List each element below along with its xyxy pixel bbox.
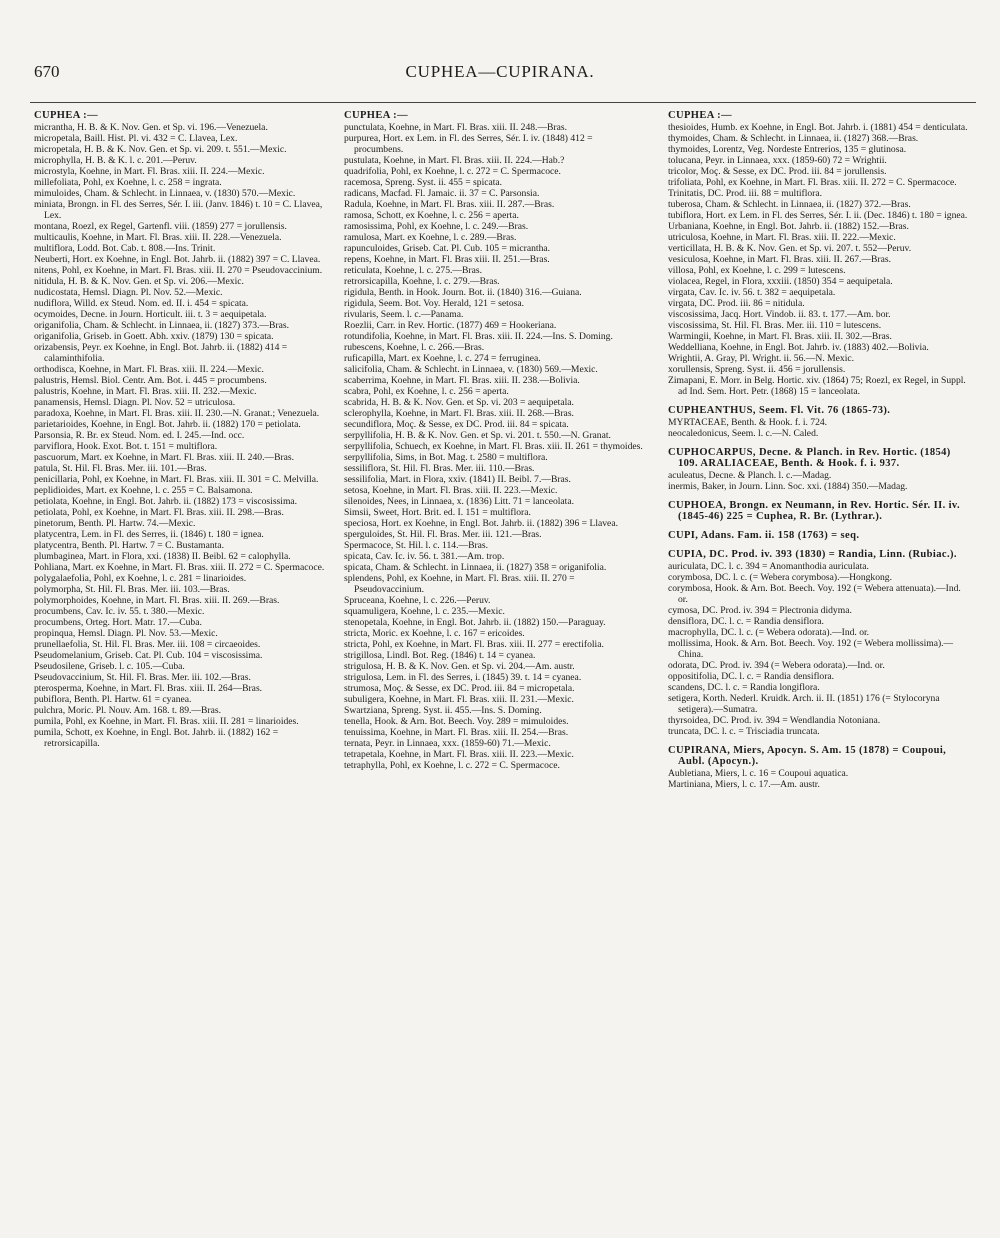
column-middle: [344, 110, 644, 1230]
species-entry: Urbaniana, Koehne, in Engl. Bot. Jahrb. ii. (1882) 152.—Bras.: [668, 221, 909, 232]
species-entry: thyrsoidea, DC. Prod. iv. 394 = Wendlandia Notoniana.: [668, 715, 881, 726]
species-entry: microstyla, Koehne, in Mart. Fl. Bras. xiii. II. 224.—Mexic.: [34, 166, 265, 177]
species-entry: pulchra, Moric. Pl. Nouv. Am. 168. t. 89.—Bras.: [34, 705, 221, 716]
species-entry: pinetorum, Benth. Pl. Hartw. 74.—Mexic.: [34, 518, 196, 529]
species-entry: pascuorum, Mart. ex Koehne, in Mart. Fl. Bras. xiii. II. 240.—Bras.: [34, 452, 295, 463]
species-entry: repens, Koehne, in Mart. Fl. Bras xiii. II. 251.—Bras.: [344, 254, 550, 265]
species-entry: oppositifolia, DC. l. c. = Randia densiflora.: [668, 671, 835, 682]
species-entry: penicillaria, Pohl, ex Koehne, in Mart. Fl. Bras. xiii. II. 301 = C. Melvilla.: [34, 474, 319, 485]
species-entry: ramosissima, Pohl, ex Koehne, l. c. 249.—Bras.: [344, 221, 529, 232]
genus-entry-heading: CUPIA, DC. Prod. iv. 393 (1830) = Randia, Linn. (Rubiac.).: [668, 549, 957, 560]
species-entry: multicaulis, Koehne, in Mart. Fl. Bras. xiii. II. 228.—Venezuela.: [34, 232, 282, 243]
species-entry: setosa, Koehne, in Mart. Fl. Bras. xiii. II. 223.—Mexic.: [344, 485, 558, 496]
species-entry: punctulata, Koehne, in Mart. Fl. Bras. xiii. II. 248.—Bras.: [344, 122, 568, 133]
species-entry: setigera, Korth. Nederl. Kruidk. Arch. ii. II. (1851) 176 (= Stylocoryna setigera).—Sumatra.: [668, 693, 940, 715]
species-entry: polymorpha, St. Hil. Fl. Bras. Mer. iii. 103.—Bras.: [34, 584, 230, 595]
species-entry: splendens, Pohl, ex Koehne, in Mart. Fl. Bras. xiii. II. 270 = Pseudovaccinium.: [344, 573, 575, 595]
species-entry: retrorsicapilla, Koehne, l. c. 279.—Bras.: [344, 276, 500, 287]
species-entry: tuberosa, Cham. & Schlecht. in Linnaea, ii. (1827) 372.—Bras.: [668, 199, 911, 210]
species-entry: Parsonsia, R. Br. ex Steud. Nom. ed. I. 245.—Ind. occ.: [34, 430, 245, 441]
species-entry: rivularis, Seem. l. c.—Panama.: [344, 309, 464, 320]
genus-entry-heading: CUPHEANTHUS, Seem. Fl. Vit. 76 (1865-73).: [668, 405, 891, 416]
page-number: 670: [34, 62, 60, 81]
species-entry: Pseudomelanium, Griseb. Cat. Pl. Cub. 104 = viscosissima.: [34, 650, 263, 661]
species-entry: verticillata, H. B. & K. Nov. Gen. et Sp. vi. 207. t. 552—Peruv.: [668, 243, 912, 254]
species-entry: paradoxa, Koehne, in Mart. Fl. Bras. xiii. II. 230.—N. Granat.; Venezuela.: [34, 408, 320, 419]
species-entry: microphylla, H. B. & K. l. c. 201.—Peruv.: [34, 155, 197, 166]
species-entry: villosa, Pohl, ex Koehne, l. c. 299 = lutescens.: [668, 265, 846, 276]
species-entry: scandens, DC. l. c. = Randia longiflora.: [668, 682, 820, 693]
species-entry: strumosa, Moç. & Sesse, ex DC. Prod. iii. 84 = micropetala.: [344, 683, 575, 694]
species-entry: Roezlii, Carr. in Rev. Hortic. (1877) 469 = Hookeriana.: [344, 320, 557, 331]
species-entry: scabra, Pohl, ex Koehne, l. c. 256 = aperta.: [344, 386, 509, 397]
species-entry: micropetala, H. B. & K. Nov. Gen. et Sp. vi. 209. t. 551.—Mexic.: [34, 144, 287, 155]
species-entry: procumbens, Orteg. Hort. Matr. 17.—Cuba.: [34, 617, 202, 628]
species-entry: purpurea, Hort. ex Lem. in Fl. des Serres, Sér. I. iv. (1848) 412 = procumbens.: [344, 133, 593, 155]
species-entry: petiolata, Pohl, ex Koehne, in Mart. Fl. Bras. xiii. II. 298.—Bras.: [34, 507, 284, 518]
genus-heading: CUPHEA :—: [344, 110, 408, 121]
species-entry: rubescens, Koehne, l. c. 266.—Bras.: [344, 342, 485, 353]
column-left: [34, 110, 334, 1230]
species-entry: Neuberti, Hort. ex Koehne, in Engl. Bot. Jahrb. ii. (1882) 397 = C. Llavea.: [34, 254, 321, 265]
species-entry: nitidula, H. B. & K. Nov. Gen. et Sp. vi. 206.—Mexic.: [34, 276, 244, 287]
species-entry: pustulata, Koehne, in Mart. Fl. Bras. xiii. II. 224.—Hab.?: [344, 155, 565, 166]
species-entry: ruficapilla, Mart. ex Koehne, l. c. 274 = ferruginea.: [344, 353, 541, 364]
species-entry: nudicostata, Hemsl. Diagn. Pl. Nov. 52.—Mexic.: [34, 287, 223, 298]
species-entry: viscosissima, St. Hil. Fl. Bras. Mer. iii. 110 = lutescens.: [668, 320, 882, 331]
species-entry: densiflora, DC. l. c. = Randia densiflora.: [668, 616, 824, 627]
species-entry: Weddelliana, Koehne, in Engl. Bot. Jahrb. iv. (1883) 402.—Bolivia.: [668, 342, 929, 353]
species-entry: stenopetala, Koehne, in Engl. Bot. Jahrb. ii. (1882) 150.—Paraguay.: [344, 617, 606, 628]
species-entry: virgata, DC. Prod. iii. 86 = nitidula.: [668, 298, 805, 309]
species-entry: silenoides, Nees, in Linnaea, x. (1836) Litt. 71 = lanceolata.: [344, 496, 574, 507]
genus-entry-heading: CUPHOCARPUS, Decne. & Planch. in Rev. Hortic. (1854) 109. ARALIACEAE, Benth. & Hook. f. i. 937.: [668, 447, 951, 469]
species-entry: sclerophylla, Koehne, in Mart. Fl. Bras. xiii. II. 268.—Bras.: [344, 408, 574, 419]
species-entry: odorata, DC. Prod. iv. 394 (= Webera odorata).—Ind. or.: [668, 660, 885, 671]
species-entry: micrantha, H. B. & K. Nov. Gen. et Sp. vi. 196.—Venezuela.: [34, 122, 268, 133]
column-right: [668, 110, 968, 1230]
species-entry: parviflora, Hook. Exot. Bot. t. 151 = multiflora.: [34, 441, 218, 452]
species-entry: xorullensis, Spreng. Syst. ii. 456 = jorullensis.: [668, 364, 846, 375]
species-entry: sperguloides, St. Hil. Fl. Bras. Mer. iii. 121.—Bras.: [344, 529, 542, 540]
species-entry: spicata, Cham. & Schlecht. in Linnaea, ii. (1827) 358 = origanifolia.: [344, 562, 607, 573]
species-entry: quadrifolia, Pohl, ex Koehne, l. c. 272 = C. Spermacoce.: [344, 166, 561, 177]
species-entry: Simsii, Sweet, Hort. Brit. ed. I. 151 = multiflora.: [344, 507, 531, 518]
species-entry: corymbosa, Hook. & Arn. Bot. Beech. Voy. 192 (= Webera attenuata).—Ind. or.: [668, 583, 961, 605]
species-entry: tenuissima, Koehne, in Mart. Fl. Bras. xiii. II. 254.—Bras.: [344, 727, 569, 738]
species-entry: ternata, Peyr. in Linnaea, xxx. (1859-60) 71.—Mexic.: [344, 738, 551, 749]
species-entry: Zimapani, E. Morr. in Belg. Hortic. xiv. (1864) 75; Roezl, ex Regel, in Suppl. ad Ind. Sem. Hort. Petr. (1868) 15 = lanceolata.: [668, 375, 966, 397]
species-entry: vesiculosa, Koehne, in Mart. Fl. Bras. xiii. II. 267.—Bras.: [668, 254, 892, 265]
species-entry: stricta, Moric. ex Koehne, l. c. 167 = ericoides.: [344, 628, 525, 639]
genus-entry-heading: CUPHOEA, Brongn. ex Neumann, in Rev. Hortic. Sér. II. iv. (1845-46) 225 = Cuphea, R. Br. (Lythrar.).: [668, 500, 961, 522]
species-entry: inermis, Baker, in Journ. Linn. Soc. xxi. (1884) 350.—Madag.: [668, 481, 908, 492]
genus-entry-heading: CUPI, Adans. Fam. ii. 158 (1763) = seq.: [668, 530, 860, 541]
species-entry: palustris, Hemsl. Biol. Centr. Am. Bot. i. 445 = procumbens.: [34, 375, 267, 386]
species-entry: thymoides, Lorentz, Veg. Nordeste Entrerios, 135 = glutinosa.: [668, 144, 907, 155]
species-entry: Wrightii, A. Gray, Pl. Wright. ii. 56.—N. Mexic.: [668, 353, 855, 364]
species-entry: ramulosa, Mart. ex Koehne, l. c. 289.—Bras.: [344, 232, 517, 243]
species-entry: serpyllifolia, H. B. & K. Nov. Gen. et Sp. vi. 201. t. 550.—N. Granat.: [344, 430, 611, 441]
species-entry: millefoliata, Pohl, ex Koehne, l. c. 258 = ingrata.: [34, 177, 222, 188]
header-rule: [30, 102, 976, 103]
species-entry: mimuloides, Cham. & Schlecht. in Linnaea, v. (1830) 570.—Mexic.: [34, 188, 296, 199]
species-entry: pumila, Schott, ex Koehne, in Engl. Bot. Jahrb. ii. (1882) 162 = retrorsicapilla.: [34, 727, 279, 749]
species-entry: strigulosa, H. B. & K. Nov. Gen. et Sp. vi. 204.—Am. austr.: [344, 661, 575, 672]
species-entry: Pohliana, Mart. ex Koehne, in Mart. Fl. Bras. xiii. II. 272 = C. Spermacoce.: [34, 562, 325, 573]
species-entry: reticulata, Koehne, l. c. 275.—Bras.: [344, 265, 482, 276]
species-entry: salicifolia, Cham. & Schlecht. in Linnaea, v. (1830) 569.—Mexic.: [344, 364, 598, 375]
species-entry: auriculata, DC. l. c. 394 = Anomanthodia auriculata.: [668, 561, 869, 572]
species-entry: pterosperma, Koehne, in Mart. Fl. Bras. xiii. II. 264—Bras.: [34, 683, 263, 694]
species-entry: scabrida, H. B. & K. Nov. Gen. et Sp. vi. 203 = aequipetala.: [344, 397, 574, 408]
species-entry: racemosa, Spreng. Syst. ii. 455 = spicata.: [344, 177, 503, 188]
species-entry: polymorphoides, Koehne, in Mart. Fl. Bras. xiii. II. 269.—Bras.: [34, 595, 280, 606]
species-entry: spicata, Cav. Ic. iv. 56. t. 381.—Am. trop.: [344, 551, 505, 562]
species-entry: thymoides, Cham. & Schlecht. in Linnaea, ii. (1827) 368.—Bras.: [668, 133, 919, 144]
species-entry: sessiliflora, St. Hil. Fl. Bras. Mer. iii. 110.—Bras.: [344, 463, 535, 474]
species-entry: Radula, Koehne, in Mart. Fl. Bras. xiii. II. 287.—Bras.: [344, 199, 555, 210]
species-entry: Spruceana, Koehne, l. c. 226.—Peruv.: [344, 595, 491, 606]
species-entry: micropetala, Baill. Hist. Pl. vi. 432 = C. Llavea, Lex.: [34, 133, 238, 144]
species-entry: strigillosa, Lindl. Bot. Reg. (1846) t. 14 = cyanea.: [344, 650, 536, 661]
species-entry: viscosissima, Jacq. Hort. Vindob. ii. 83. t. 177.—Am. bor.: [668, 309, 891, 320]
species-entry: tricolor, Moç. & Sesse, ex DC. Prod. iii. 84 = jorullensis.: [668, 166, 887, 177]
species-entry: pubiflora, Benth. Pl. Hartw. 61 = cyanea.: [34, 694, 192, 705]
species-entry: parietarioides, Koehne, in Engl. Bot. Jahrb. ii. (1882) 170 = petiolata.: [34, 419, 301, 430]
species-entry: origanifolia, Cham. & Schlecht. in Linnaea, ii. (1827) 373.—Bras.: [34, 320, 289, 331]
species-entry: platycentra, Lem. in Fl. des Serres, ii. (1846) t. 180 = ignea.: [34, 529, 264, 540]
species-entry: propinqua, Hemsl. Diagn. Pl. Nov. 53.—Mexic.: [34, 628, 218, 639]
species-entry: utriculosa, Koehne, in Mart. Fl. Bras. xiii. II. 222.—Mexic.: [668, 232, 896, 243]
species-entry: radicans, Macfad. Fl. Jamaic. ii. 37 = C. Parsonsia.: [344, 188, 540, 199]
species-entry: rotundifolia, Koehne, in Mart. Fl. Bras. xiii. II. 224.—Ins. S. Doming.: [344, 331, 613, 342]
species-entry: subuligera, Koehne, in Mart. Fl. Bras. xiii. II. 231.—Mexic.: [344, 694, 574, 705]
species-entry: Aubletiana, Miers, l. c. 16 = Coupoui aquatica.: [668, 768, 849, 779]
species-entry: montana, Roezl, ex Regel, Gartenfl. viii. (1859) 277 = jorullensis.: [34, 221, 287, 232]
species-entry: serpyllifolia, Schuech, ex Koehne, in Mart. Fl. Bras. xiii. II. 261 = thymoides.: [344, 441, 643, 452]
species-entry: nitens, Pohl, ex Koehne, in Mart. Fl. Bras. xiii. II. 270 = Pseudovaccinium.: [34, 265, 323, 276]
species-entry: cymosa, DC. Prod. iv. 394 = Plectronia didyma.: [668, 605, 852, 616]
species-entry: ramosa, Schott, ex Koehne, l. c. 256 = aperta.: [344, 210, 519, 221]
species-entry: patula, St. Hil. Fl. Bras. Mer. iii. 101.—Bras.: [34, 463, 207, 474]
species-entry: stricta, Pohl, ex Koehne, in Mart. Fl. Bras. xiii. II. 277 = erectifolia.: [344, 639, 604, 650]
genus-entry-heading: CUPIRANA, Miers, Apocyn. S. Am. 15 (1878) = Coupoui, Aubl. (Apocyn.).: [668, 745, 947, 767]
species-entry: squamuligera, Koehne, l. c. 235.—Mexic.: [344, 606, 505, 617]
species-entry: Pseudosilene, Griseb. l. c. 105.—Cuba.: [34, 661, 185, 672]
species-entry: rapunculoides, Griseb. Cat. Pl. Cub. 105 = micrantha.: [344, 243, 551, 254]
species-entry: sessilifolia, Mart. in Flora, xxiv. (1841) II. Beibl. 7.—Bras.: [344, 474, 571, 485]
species-entry: Martiniana, Miers, l. c. 17.—Am. austr.: [668, 779, 820, 790]
species-entry: MYRTACEAE, Benth. & Hook. f. i. 724.: [668, 417, 828, 428]
species-entry: tetrapetala, Koehne, in Mart. Fl. Bras. xiii. II. 223.—Mexic.: [344, 749, 574, 760]
species-entry: nudiflora, Willd. ex Steud. Nom. ed. II. i. 454 = spicata.: [34, 298, 249, 309]
species-entry: panamensis, Hemsl. Diagn. Pl. Nov. 52 = utriculosa.: [34, 397, 236, 408]
species-entry: multiflora, Lodd. Bot. Cab. t. 808.—Ins. Trinit.: [34, 243, 216, 254]
species-entry: pumila, Pohl, ex Koehne, in Mart. Fl. Bras. xiii. II. 281 = linarioides.: [34, 716, 299, 727]
species-entry: Warmingii, Koehne, in Mart. Fl. Bras. xiii. II. 302.—Bras.: [668, 331, 892, 342]
species-entry: peplidioides, Mart. ex Koehne, l. c. 255 = C. Balsamona.: [34, 485, 253, 496]
species-entry: speciosa, Hort. ex Koehne, in Engl. Bot. Jahrb. ii. (1882) 396 = Llavea.: [344, 518, 618, 529]
species-entry: tenella, Hook. & Arn. Bot. Beech. Voy. 289 = mimuloides.: [344, 716, 569, 727]
species-entry: Swartziana, Spreng. Syst. ii. 455.—Ins. S. Doming.: [344, 705, 542, 716]
running-head: CUPHEA—CUPIRANA.: [405, 62, 595, 81]
species-entry: violacea, Regel, in Flora, xxxiii. (1850) 354 = aequipetala.: [668, 276, 893, 287]
species-entry: palustris, Koehne, in Mart. Fl. Bras. xiii. II. 232.—Mexic.: [34, 386, 257, 397]
species-entry: truncata, DC. l. c. = Trisciadia truncata.: [668, 726, 820, 737]
species-entry: polygalaefolia, Pohl, ex Koehne, l. c. 281 = linarioides.: [34, 573, 247, 584]
species-entry: virgata, Cav. Ic. iv. 56. t. 382 = aequipetala.: [668, 287, 836, 298]
species-entry: orizabensis, Peyr. ex Koehne, in Engl. Bot. Jahrb. ii. (1882) 414 = calaminthifolia.: [34, 342, 288, 364]
species-entry: Pseudovaccinium, St. Hil. Fl. Bras. Mer. iii. 102.—Bras.: [34, 672, 251, 683]
page-header: [0, 62, 1000, 90]
species-entry: tetraphylla, Pohl, ex Koehne, l. c. 272 = C. Spermacoce.: [344, 760, 560, 771]
species-entry: Spermacoce, St. Hil. l. c. 114.—Bras.: [344, 540, 489, 551]
species-entry: Trinitatis, DC. Prod. iii. 88 = multiflora.: [668, 188, 823, 199]
genus-heading: CUPHEA :—: [34, 110, 98, 121]
species-entry: origanifolia, Griseb. in Goett. Abh. xxiv. (1879) 130 = spicata.: [34, 331, 274, 342]
species-entry: macrophylla, DC. l. c. (= Webera odorata).—Ind. or.: [668, 627, 870, 638]
species-entry: tolucana, Peyr. in Linnaea, xxx. (1859-60) 72 = Wrightii.: [668, 155, 887, 166]
species-entry: serpyllifolia, Sims, in Bot. Mag. t. 2580 = multiflora.: [344, 452, 548, 463]
species-entry: corymbosa, DC. l. c. (= Webera corymbosa).—Hongkong.: [668, 572, 893, 583]
species-entry: procumbens, Cav. Ic. iv. 55. t. 380.—Mexic.: [34, 606, 205, 617]
species-entry: ocymoides, Decne. in Journ. Horticult. iii. t. 3 = aequipetala.: [34, 309, 267, 320]
species-entry: thesioides, Humb. ex Koehne, in Engl. Bot. Jahrb. i. (1881) 454 = denticulata.: [668, 122, 968, 133]
species-entry: tubiflora, Hort. ex Lem. in Fl. des Serres, Sér. I. ii. (Dec. 1846) t. 180 = ignea.: [668, 210, 968, 221]
species-entry: strigulosa, Lem. in Fl. des Serres, i. (1845) 39. t. 14 = cyanea.: [344, 672, 582, 683]
species-entry: platycentra, Benth. Pl. Hartw. 7 = C. Bustamanta.: [34, 540, 224, 551]
species-entry: rigidula, Seem. Bot. Voy. Herald, 121 = setosa.: [344, 298, 525, 309]
species-entry: miniata, Brongn. in Fl. des Serres, Sér. I. iii. (Janv. 1846) t. 10 = C. Llavea, Lex.: [34, 199, 323, 221]
species-entry: neocaledonicus, Seem. l. c.—N. Caled.: [668, 428, 819, 439]
species-entry: mollissima, Hook. & Arn. Bot. Beech. Voy. 192 (= Webera mollissima).—China.: [668, 638, 954, 660]
species-entry: aculeatus, Decne. & Planch. l. c.—Madag.: [668, 470, 832, 481]
species-entry: orthodisca, Koehne, in Mart. Fl. Bras. xiii. II. 224.—Mexic.: [34, 364, 264, 375]
species-entry: plumbaginea, Mart. in Flora, xxi. (1838) II. Beibl. 62 = calophylla.: [34, 551, 291, 562]
species-entry: petiolata, Koehne, in Engl. Bot. Jahrb. ii. (1882) 173 = viscosissima.: [34, 496, 298, 507]
species-entry: secundiflora, Moç. & Sesse, ex DC. Prod. iii. 84 = spicata.: [344, 419, 569, 430]
genus-heading: CUPHEA :—: [668, 110, 732, 121]
species-entry: scaberrima, Koehne, in Mart. Fl. Bras. xiii. II. 238.—Bolivia.: [344, 375, 580, 386]
species-entry: prunellaefolia, St. Hil. Fl. Bras. Mer. iii. 108 = circaeoides.: [34, 639, 261, 650]
species-entry: trifoliata, Pohl, ex Koehne, in Mart. Fl. Bras. xiii. II. 272 = C. Spermacoce.: [668, 177, 957, 188]
species-entry: rigidula, Benth. in Hook. Journ. Bot. ii. (1840) 316.—Guiana.: [344, 287, 582, 298]
